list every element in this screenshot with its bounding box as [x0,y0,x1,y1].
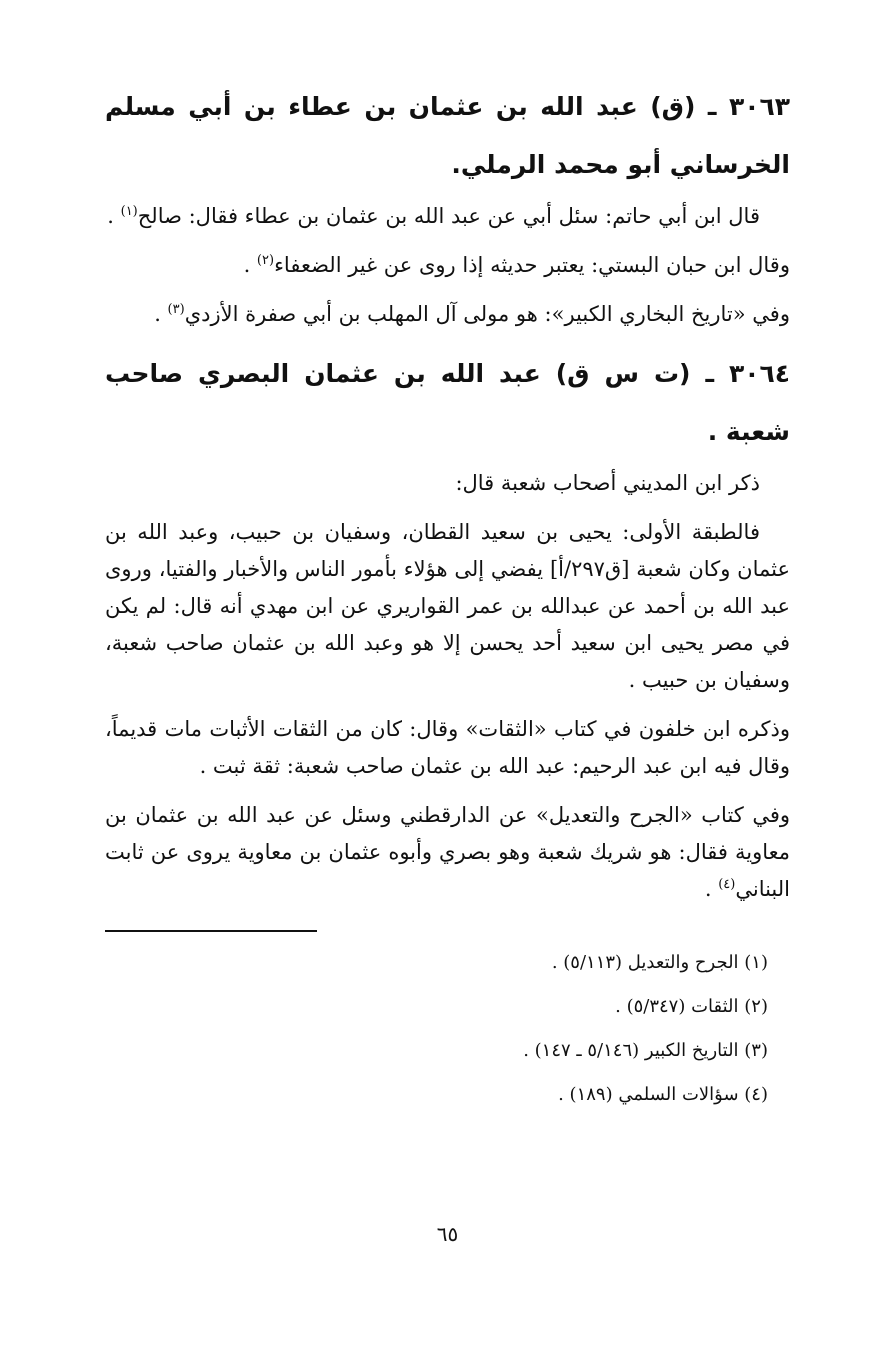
page-body [105,78,790,1122]
entry-3063 [105,78,790,333]
paragraph-text: وقال ابن حبان البستي: يعتبر حديثه إذا روى عن غير الضعفاء [274,253,790,277]
paragraph-text: وفي كتاب «الجرح والتعديل» عن الدارقطني وسئل عن عبد الله بن عثمان بن معاوية فقال: هو شريك شعبة وهو بصري وأبوه عثمان بن معاوية يروى عن ثابت البناني [105,803,790,901]
entry-heading: ٣٠٦٤ ـ (ت س ق) عبد الله بن عثمان البصري صاحب شعبة . [105,359,790,446]
footnote-item: (٣) التاريخ الكبير (٥/١٤٦ ـ ١٤٧) . [523,1040,768,1061]
footnote-ref: (٤) [718,877,736,892]
paragraph-text: وفي «تاريخ البخاري الكبير»: هو مولى آل المهلب بن أبي صفرة الأزدي [184,302,790,326]
entry-paragraph [105,711,790,785]
paragraph-end: . [704,877,719,901]
footnote-ref: (٣) [167,302,185,317]
entry-paragraph [105,465,790,502]
paragraph-text: ذكر ابن المديني أصحاب شعبة قال: [455,471,760,495]
footnotes [105,946,790,1112]
entry-paragraph [105,797,790,908]
footnote-ref: (١) [120,204,138,219]
entry-heading: ٣٠٦٣ ـ (ق) عبد الله بن عثمان بن عطاء بن أبي مسلم الخرساني أبو محمد الرملي. [105,92,790,179]
paragraph-end: . [107,204,121,228]
paragraph-end: . [154,302,168,326]
paragraph-text: قال ابن أبي حاتم: سئل أبي عن عبد الله بن عثمان بن عطاء فقال: صالح [137,204,760,228]
paragraph-text: وذكره ابن خلفون في كتاب «الثقات» وقال: كان من الثقات الأثبات مات قديماً، وقال فيه ابن عبد الرحيم: عبد الله بن عثمان صاحب شعبة: ثقة ثبت . [105,717,790,778]
footnote-item: (٢) الثقات (٥/٣٤٧) . [615,996,768,1017]
footnote-ref: (٢) [256,253,275,268]
paragraph-end: . [243,253,257,277]
footnote-item: (٤) سؤالات السلمي (١٨٩) . [558,1084,768,1105]
entry-paragraph [105,247,790,284]
page-number: ٦٥ [436,1222,459,1246]
entry-3064 [105,345,790,908]
entry-paragraph [105,514,790,699]
entry-paragraph [105,296,790,333]
footnote-divider [105,930,317,932]
entry-paragraph [105,198,790,235]
footnote-item: (١) الجرح والتعديل (٥/١١٣) . [551,952,768,973]
paragraph-text: فالطبقة الأولى: يحيى بن سعيد القطان، وسفيان بن حبيب، وعبد الله بن عثمان وكان شعبة [ق٢٩٧/أ] يفضي إلى هؤلاء بأمور الناس والأخبار والفتيا، وروى عبد الله بن أحمد عن عبدالله بن عمر القواريري عن ابن مهدي أنه قال: لم يكن في مصر يحيى ابن سعيد أحد يحسن إلا هو وعبد الله بن عثمان صاحب شعبة، وسفيان بن حبيب . [105,520,790,692]
